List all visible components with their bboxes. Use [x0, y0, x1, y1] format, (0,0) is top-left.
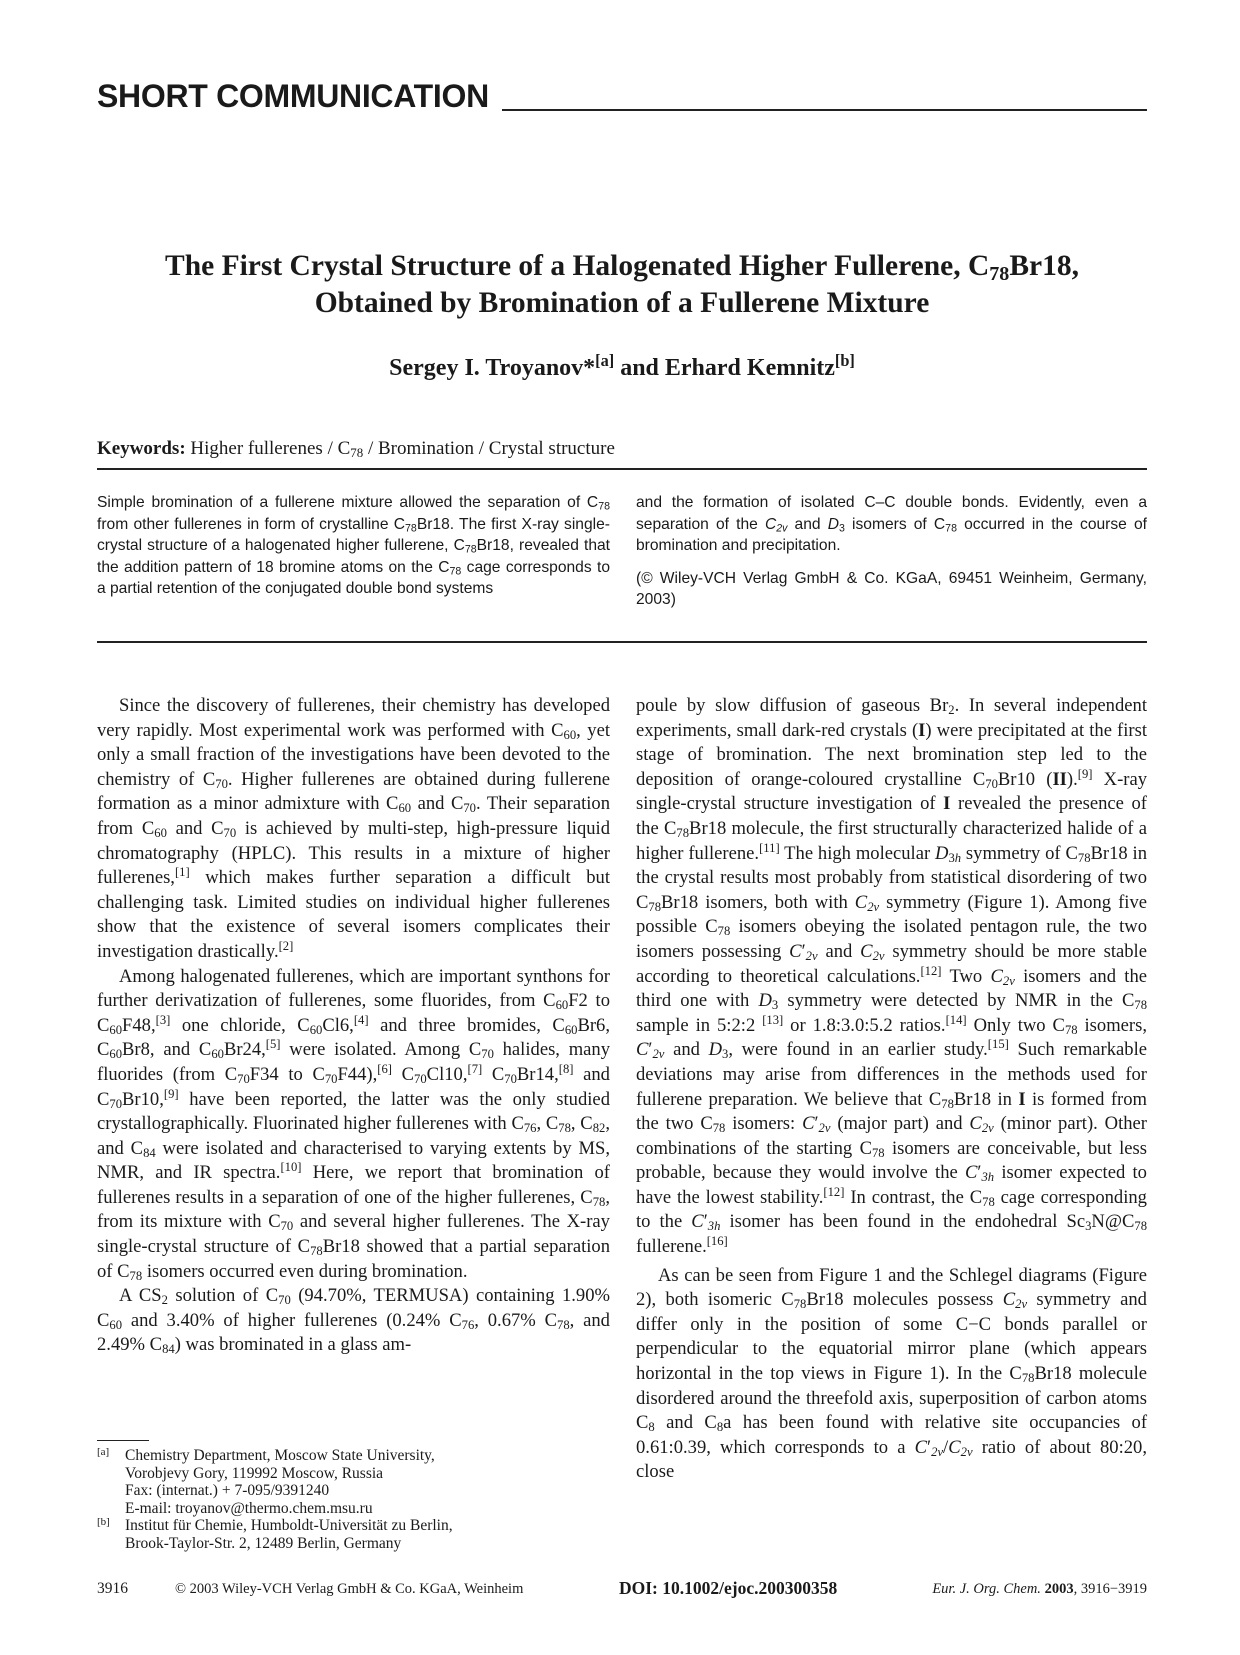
- footnote-line: Chemistry Department, Moscow State University,: [125, 1447, 435, 1464]
- keywords: [97, 438, 1147, 460]
- abstract-text-part-2: and the formation of isolated C–C double bonds. Evidently, even a separation of the $C_{2v}$ and $D_3$ isomers of $C_{78}$ occurred in the course of bromination and precipitation.: [636, 494, 1147, 555]
- footnotes: [97, 1447, 610, 1553]
- keywords-label: Keywords:: [97, 438, 186, 459]
- page-header: [97, 78, 1147, 118]
- section-label: SHORT COMMUNICATION: [97, 78, 489, 114]
- footnote-rule: [97, 1440, 149, 1441]
- body-right-column: [636, 694, 1147, 1485]
- rule-bottom: [97, 641, 1147, 643]
- footnote-line: Institut für Chemie, Humboldt-Universität zu Berlin,: [125, 1517, 453, 1535]
- header-rule: [502, 109, 1147, 111]
- journal-year: 2003: [1044, 1581, 1074, 1597]
- page-footer: [97, 1578, 1147, 1602]
- abstract-text-part-1: Simple bromination of a fullerene mixture allowed the separation of $C_{78}$ from other fullerenes in form of crystalline $C_{78}Br18$. The first X-ray single-crystal structure of a halogenated higher fullerene, $C_{78}Br18$, revealed that the addition pattern of 18 bromine atoms on the $C_{78}$ cage corresponds to a partial retention of the conjugated double bond systems: [97, 494, 610, 598]
- doi: DOI: 10.1002/ejoc.200300358: [619, 1578, 838, 1598]
- article-title: [97, 248, 1147, 322]
- page-number: 3916: [97, 1580, 128, 1597]
- title-line-1: The First Crystal Structure of a Halogenated Higher Fullerene, $C_{78}Br18$,: [165, 250, 1079, 285]
- keywords-text: Higher fullerenes / $C_{78}$ / Bromination / Crystal structure: [190, 438, 615, 461]
- journal-reference: [932, 1581, 1147, 1598]
- rule-top: [97, 468, 1147, 470]
- authors: Sergey I. Troyanov*[a] and Erhard Kemnitz[b]: [389, 351, 855, 381]
- footnote-line: Vorobjevy Gory, 119992 Moscow, Russia: [125, 1464, 384, 1482]
- body-left-column: [97, 694, 610, 1358]
- footnote-1: [97, 1447, 610, 1517]
- journal-pages: , 3916−3919: [1073, 1581, 1147, 1597]
- title-line-2: Obtained by Bromination of a Fullerene Mixture: [314, 287, 930, 319]
- body-paragraph-4: As can be seen from Figure 1 and the Schlegel diagrams (Figure 2), both isomeric $C_{78}Br18$ molecules possess $C_{2v}$ symmetry and differ only in the position of some C−C bonds parallel or perpendicular to the equatorial mirror plane (which appears horizontal in the top views in Figure 1). In the $C_{78}Br18$ molecule disordered around the threefold axis, superposition of carbon atoms $C_8$ and $C_8a$ has been found with relative site occupancies of 0.61:0.39, which corresponds to a $C'_{2v}/C_{2v}$ ratio of about 80:20, close: [636, 1264, 1148, 1483]
- footnote-mark: [a]: [97, 1446, 110, 1458]
- abstract-left-column: [97, 492, 610, 600]
- body-paragraph-3a: A $CS_2$ solution of $C_{70}$ (94.70%, TERMUSA) containing 1.90% $C_{60}$ and 3.40% of higher fullerenes (0.24% $C_{76}$, 0.67% $C_{78}$, and 2.49% $C_{84}$) was brominated in a glass am-: [97, 1285, 610, 1357]
- abstract-right-column: [636, 492, 1147, 611]
- journal-name: Eur. J. Org. Chem.: [932, 1581, 1041, 1597]
- body-paragraph-1: Since the discovery of fullerenes, their chemistry has developed very rapidly. Most experimental work was performed with $C_{60}$, yet only a small fraction of the investigations have been devoted to the chemistry of $C_{70}$. Higher fullerenes are obtained during fullerene formation as a minor admixture with $C_{60}$ and $C_{70}$. Their separation from $C_{60}$ and $C_{70}$ is achieved by multi-step, high-pressure liquid chromatography (HPLC). This results in a mixture of higher fullerenes,[1] which makes further separation a difficult but challenging task. Limited studies on individual higher fullerenes show that the existence of several isomers complicates their investigation drastically.[2]: [97, 695, 611, 962]
- footnote-line: Brook-Taylor-Str. 2, 12489 Berlin, Germany: [125, 1534, 402, 1552]
- footnote-mark: [b]: [97, 1516, 110, 1529]
- abstract-copyright: (© Wiley-VCH Verlag GmbH & Co. KGaA, 69451 Weinheim, Germany, 2003): [636, 569, 1147, 609]
- footnote-line: Fax: (internat.) + 7-095/9391240: [125, 1482, 330, 1500]
- footnote-2: [97, 1517, 610, 1552]
- body-paragraph-3b: poule by slow diffusion of gaseous $Br_2$. In several independent experiments, small dark-red crystals (I) were precipitated at the first stage of bromination. The next bromination step led to the deposition of orange-coloured crystalline $C_{70}Br10$ (II).[9] X-ray single-crystal structure investigation of I revealed the presence of the $C_{78}Br18$ molecule, the first structurally characterized halide of a higher fullerene.[11] The high molecular $D_{3h}$ symmetry of $C_{78}Br18$ in the crystal results most probably from statistical disordering of two $C_{78}Br18$ isomers, both with $C_{2v}$ symmetry (Figure 1). Among five possible $C_{78}$ isomers obeying the isolated pentagon rule, the two isomers possessing $C'_{2v}$ and $C_{2v}$ symmetry should be more stable according to theoretical calculations.[12] Two $C_{2v}$ isomers and the third one with $D_3$ symmetry were detected by NMR in the $C_{78}$ sample in 5:2:2 [13] or 1.8:3.0:5.2 ratios.[14] Only two $C_{78}$ isomers, $C'_{2v}$ and $D_3$, were found in an earlier study.[15] Such remarkable deviations may arise from differences in the methods used for fullerene preparation. We believe that $C_{78}Br18$ in I is formed from the two $C_{78}$ isomers: $C'_{2v}$ (major part) and $C_{2v}$ (minor part). Other combinations of the starting $C_{78}$ isomers are conceivable, but less probable, because they would involve the $C'_{3h}$ isomer expected to have the lowest stability.[12] In contrast, the $C_{78}$ cage corresponding to the $C'_{3h}$ isomer has been found in the endohedral $Sc_3N@C_{78}$ fullerene.[16]: [636, 695, 1148, 1258]
- body-paragraph-2: Among halogenated fullerenes, which are important synthons for further derivatization of fullerenes, some fluorides, from $C_{60}F2$ to $C_{60}F48,[3]$ one chloride, $C_{60}Cl6,[4]$ and three bromides, $C_{60}Br6$, $C_{60}Br8$, and $C_{60}Br24,[5]$ were isolated. Among $C_{70}$ halides, many fluorides (from $C_{70}F34$ to $C_{70}F44),[6]$ $C_{70}Cl10,[7]$ $C_{70}Br14,[8]$ and $C_{70}Br10,[9]$ have been reported, the latter was the only studied crystallographically. Fluorinated higher fullerenes with $C_{76}$, $C_{78}$, $C_{82}$, and $C_{84}$ were isolated and characterised to varying extents by MS, NMR, and IR spectra.[10] Here, we report that bromination of fullerenes results in a separation of one of the higher fullerenes, $C_{78}$, from its mixture with $C_{70}$ and several higher fullerenes. The X-ray single-crystal structure of $C_{78}Br18$ showed that a partial separation of $C_{78}$ isomers occurred even during bromination.: [97, 965, 611, 1283]
- footer-copyright: © 2003 Wiley-VCH Verlag GmbH & Co. KGaA, Weinheim: [175, 1581, 524, 1597]
- footnote-line: E-mail: troyanov@thermo.chem.msu.ru: [125, 1499, 373, 1517]
